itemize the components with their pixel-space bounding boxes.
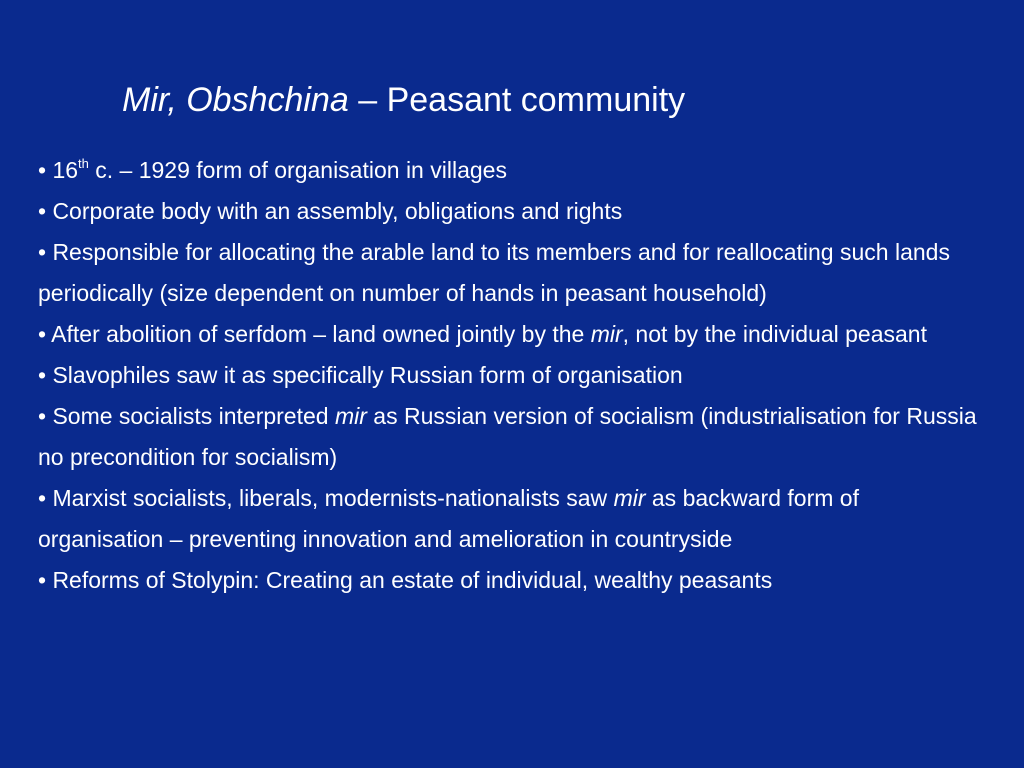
- slide-title-italic: Mir, Obshchina: [122, 81, 349, 119]
- bullet-7-text-b: as backward form of organisation – preventing innovation and amelioration in countryside: [38, 485, 859, 552]
- bullet-item-1: [38, 150, 988, 191]
- bullet-1-superscript: th: [78, 156, 89, 172]
- bullet-2-text: • Corporate body with an assembly, obligations and rights: [38, 198, 623, 224]
- bullet-7-italic: mir: [613, 485, 646, 511]
- bullet-4-text-a: • After abolition of serfdom – land owned jointly by the: [38, 321, 591, 347]
- bullet-6-text-a: • Some socialists interpreted: [38, 403, 335, 429]
- bullet-1-text-b: c. – 1929 form of organisation in villages: [88, 157, 507, 183]
- bullet-5-text: • Slavophiles saw it as specifically Russian form of organisation: [38, 362, 683, 388]
- bullet-list: [38, 150, 988, 601]
- bullet-6-italic: mir: [334, 403, 367, 429]
- bullet-item-4: [38, 314, 988, 355]
- slide-title: [122, 78, 685, 122]
- bullet-item-5: [38, 355, 988, 396]
- bullet-item-6: [38, 396, 988, 478]
- bullet-4-text-b: , not by the individual peasant: [622, 321, 927, 347]
- bullet-3-text: • Responsible for allocating the arable land to its members and for reallocating such lands periodically (size dependent on number of hands in peasant household): [38, 239, 950, 306]
- bullet-6-text-b: as Russian version of socialism (industrialisation for Russia no precondition for socialism): [38, 403, 977, 470]
- bullet-item-3: [38, 232, 988, 314]
- bullet-item-7: [38, 478, 988, 560]
- bullet-item-8: [38, 560, 988, 601]
- bullet-1-text-a: • 16: [38, 157, 79, 183]
- bullet-8-text: • Reforms of Stolypin: Creating an estate of individual, wealthy peasants: [38, 567, 773, 593]
- bullet-item-2: [38, 191, 988, 232]
- slide-title-rest: – Peasant community: [348, 81, 686, 119]
- bullet-4-italic: mir: [590, 321, 623, 347]
- bullet-7-text-a: • Marxist socialists, liberals, modernists-nationalists saw: [38, 485, 614, 511]
